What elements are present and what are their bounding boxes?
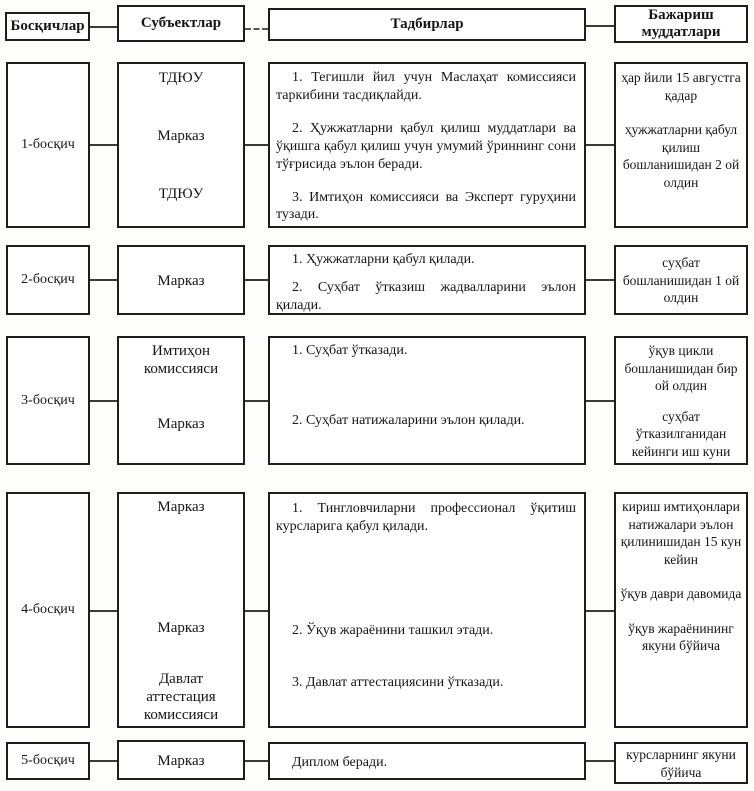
- connector-line: [245, 400, 268, 402]
- deadline-item: суҳбат бошланишидан 1 ой олдин: [622, 255, 740, 306]
- deadline-item: ўқув цикли бошланишидан бир ой олдин: [624, 343, 738, 394]
- connector-line: [586, 279, 614, 281]
- subject-item: Марказ: [157, 416, 205, 432]
- subject-item: Марказ: [157, 499, 205, 515]
- deadline-item: суҳбат ўтказилганидан кейинги иш куни: [631, 408, 731, 459]
- subjects-box-3: [117, 336, 245, 465]
- stage-label: 1-босқич: [21, 137, 75, 152]
- subjects-box-5: [117, 740, 245, 780]
- stage-box-4: [6, 492, 90, 728]
- header-stages: Босқичлар: [5, 12, 90, 41]
- connector-line: [245, 279, 268, 281]
- connector-line: [90, 144, 117, 146]
- deadline-item: ҳар йили 15 августга қадар: [621, 70, 741, 103]
- subject-item: Имтиҳон комиссияси: [143, 343, 219, 377]
- deadlines-box-2: [614, 245, 748, 315]
- connector-line: [90, 760, 117, 762]
- activities-box-2: [268, 245, 586, 315]
- stage-label: 2-босқич: [21, 272, 75, 287]
- activity-item: 3. Имтиҳон комиссияси ва Эксперт гуруҳини тузади.: [276, 189, 576, 223]
- header-activities: Тадбирлар: [268, 8, 586, 41]
- connector-line: [586, 144, 614, 146]
- stage-box-3: [6, 336, 90, 465]
- header-subjects: Субъектлар: [117, 5, 245, 42]
- connector-line: [90, 26, 117, 28]
- deadline-item: ўқув даври давомида: [620, 586, 742, 602]
- connector-line: [245, 760, 268, 762]
- connector-line: [245, 28, 268, 30]
- activity-item: 2. Ўқув жараёнини ташкил этади.: [292, 622, 494, 638]
- activities-box-4: [268, 492, 586, 728]
- stage-box-1: [6, 62, 90, 228]
- activity-item: 1. Тингловчиларни профессионал ўқитиш курсларига қабул қилади.: [276, 501, 576, 534]
- subject-item: ТДЮУ: [158, 186, 204, 202]
- deadlines-box-1: [614, 62, 748, 228]
- activities-box-1: [268, 62, 586, 228]
- activities-box-5: [268, 742, 586, 780]
- stage-box-2: [6, 245, 90, 315]
- activity-item: 2. Суҳбат натижаларини эълон қилади.: [292, 412, 525, 428]
- activities-box-3: [268, 336, 586, 465]
- subjects-box-4: [117, 492, 245, 728]
- subjects-box-2: [117, 245, 245, 315]
- subject-item: Давлат аттестация комиссияси: [143, 671, 219, 723]
- stage-label: 3-босқич: [21, 392, 75, 408]
- connector-line: [90, 610, 117, 612]
- subjects-box-1: [117, 62, 245, 228]
- deadlines-box-4: [614, 492, 748, 728]
- activity-item: 2. Суҳбат ўтказиш жадвалларини эълон қилади.: [276, 279, 576, 313]
- connector-line: [586, 25, 614, 27]
- activity-item: 1. Ҳужжатларни қабул қилади.: [292, 252, 475, 267]
- subject-item: Марказ: [157, 753, 205, 769]
- deadline-item: кириш имтиҳонлари натижалари эълон қилинишидан 15 кун кейин: [620, 499, 742, 567]
- activity-item: 1. Тегишли йил учун Маслаҳат комиссияси таркибини тасдиқлайди.: [276, 70, 576, 103]
- connector-line: [586, 400, 614, 402]
- subject-item: ТДЮУ: [158, 70, 204, 86]
- subject-item: Марказ: [157, 128, 205, 144]
- connector-line: [586, 610, 614, 612]
- connector-line: [586, 760, 614, 762]
- stage-label: 4-босқич: [21, 602, 75, 617]
- connector-line: [90, 400, 117, 402]
- header-deadlines: Бажариш муддатлари: [614, 5, 748, 43]
- deadline-item: ҳужжатларни қабул қилиш бошланишидан 2 ой олдин: [622, 122, 740, 190]
- deadline-item: ўқув жараёнининг якуни бўйича: [628, 620, 734, 654]
- activity-item: 3. Давлат аттестациясини ўтказади.: [292, 674, 504, 690]
- subject-item: Марказ: [157, 273, 205, 289]
- activity-item: 1. Суҳбат ўтказади.: [292, 343, 408, 358]
- deadline-item: курсларнинг якуни бўйича: [626, 747, 736, 780]
- deadlines-box-3: [614, 336, 748, 465]
- activity-item: Диплом беради.: [292, 755, 388, 770]
- connector-line: [90, 279, 117, 281]
- stage-box-5: [6, 742, 90, 780]
- deadlines-box-5: [614, 742, 748, 784]
- subject-item: Марказ: [157, 620, 205, 636]
- connector-line: [245, 144, 268, 146]
- activity-item: 2. Ҳужжатларни қабул қилиш муддатлари ва ўқишга қабул қилиш учун умумий ўриннинг сони тўғрисида эълон беради.: [276, 120, 576, 172]
- connector-line: [245, 610, 268, 612]
- stage-label: 5-босқич: [21, 753, 75, 768]
